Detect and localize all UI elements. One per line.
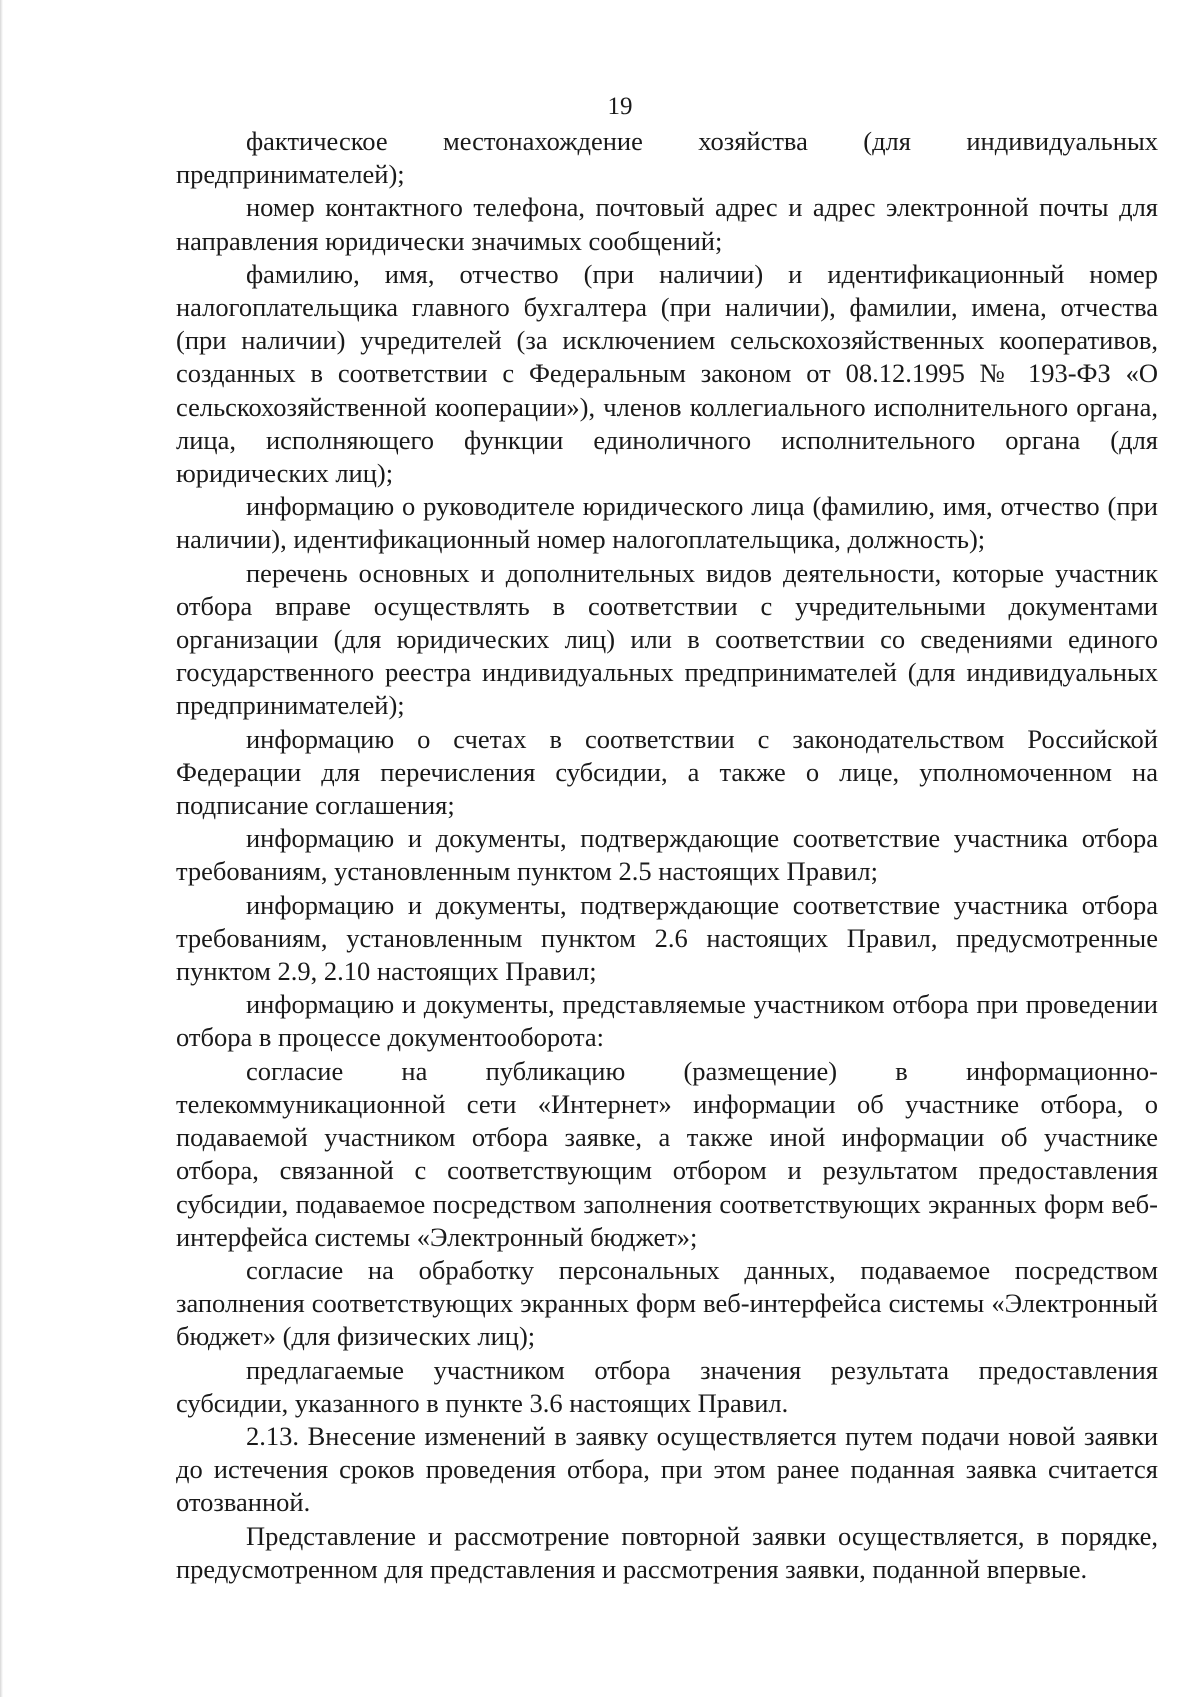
paragraph-accounts-info: информацию о счетах в соответствии с законодательством Российской Федерации для перечисления субсидии, а также о лице, уполномоченном на подписание соглашения; — [176, 723, 1158, 821]
paragraph-requirements-2-6: информацию и документы, подтверждающие соответствие участника отбора требованиям, установленным пунктом 2.6 настоящих Правил, предусмотренные пунктом 2.9, 2.10 настоящих Правил; — [176, 889, 1158, 987]
page-number: 19 — [607, 93, 633, 120]
paragraph-repeat-application: Представление и рассмотрение повторной заявки осуществляется, в порядке, предусмотренном для представления и рассмотрения заявки, поданной впервые. — [176, 1520, 1158, 1584]
paragraph-document-flow: информацию и документы, представляемые участником отбора при проведении отбора в процессе документооборота: — [176, 989, 1158, 1053]
paragraph-activity-list: перечень основных и дополнительных видов деятельности, которые участник отбора вправе осуществлять в соответствии с учредительными документами организации (для юридических лиц) или в соответствии со сведениями единого государственного реестра индивидуальных предпринимателей (для индивидуальных предпринимателей); — [176, 557, 1158, 721]
paragraph-personal-data-consent: согласие на обработку персональных данных, подаваемое посредством заполнения соответствующих экранных форм веб-интерфейса системы «Электронный бюджет» (для физических лиц); — [176, 1254, 1158, 1352]
document-body — [176, 125, 1158, 1586]
paragraph-director-info: информацию о руководителе юридического лица (фамилию, имя, отчество (при наличии), идентификационный номер налогоплательщика, должность); — [176, 491, 1158, 555]
paragraph-accountant-founders: фамилию, имя, отчество (при наличии) и идентификационный номер налогоплательщика главного бухгалтера (при наличии), фамилии, имена, отчества (при наличии) учредителей (за исключением сельскохозяйственных кооперативов, созданных в соответствии с Федеральным законом от 08.12.1995 № 193-ФЗ «О сельскохозяйственной кооперации»), членов коллегиального исполнительного органа, лица, исполняющего функции единоличного исполнительного органа (для юридических лиц); — [176, 258, 1158, 489]
paragraph-actual-location: фактическое местонахождение хозяйства (для индивидуальных предпринимателей); — [176, 126, 1158, 190]
paragraph-contact-info: номер контактного телефона, почтовый адрес и адрес электронной почты для направления юридически значимых сообщений; — [176, 192, 1158, 256]
paragraph-publication-consent: согласие на публикацию (размещение) в информационно-телекоммуникационной сети «Интернет» информации об участнике отбора, о подаваемой участником отбора заявке, а также иной информации об участнике отбора, связанной с соответствующим отбором и результатом предоставления субсидии, подаваемое посредством заполнения соответствующих экранных форм веб-интерфейса системы «Электронный бюджет»; — [176, 1055, 1158, 1252]
paragraph-result-values: предлагаемые участником отбора значения результата предоставления субсидии, указанного в пункте 3.6 настоящих Правил. — [176, 1354, 1158, 1418]
paragraph-requirements-2-5: информацию и документы, подтверждающие соответствие участника отбора требованиям, установленным пунктом 2.5 настоящих Правил; — [176, 823, 1158, 887]
scan-edge-shadow — [0, 0, 3, 1697]
paragraph-clause-2-13: 2.13. Внесение изменений в заявку осуществляется путем подачи новой заявки до истечения сроков проведения отбора, при этом ранее поданная заявка считается отозванной. — [176, 1420, 1158, 1518]
